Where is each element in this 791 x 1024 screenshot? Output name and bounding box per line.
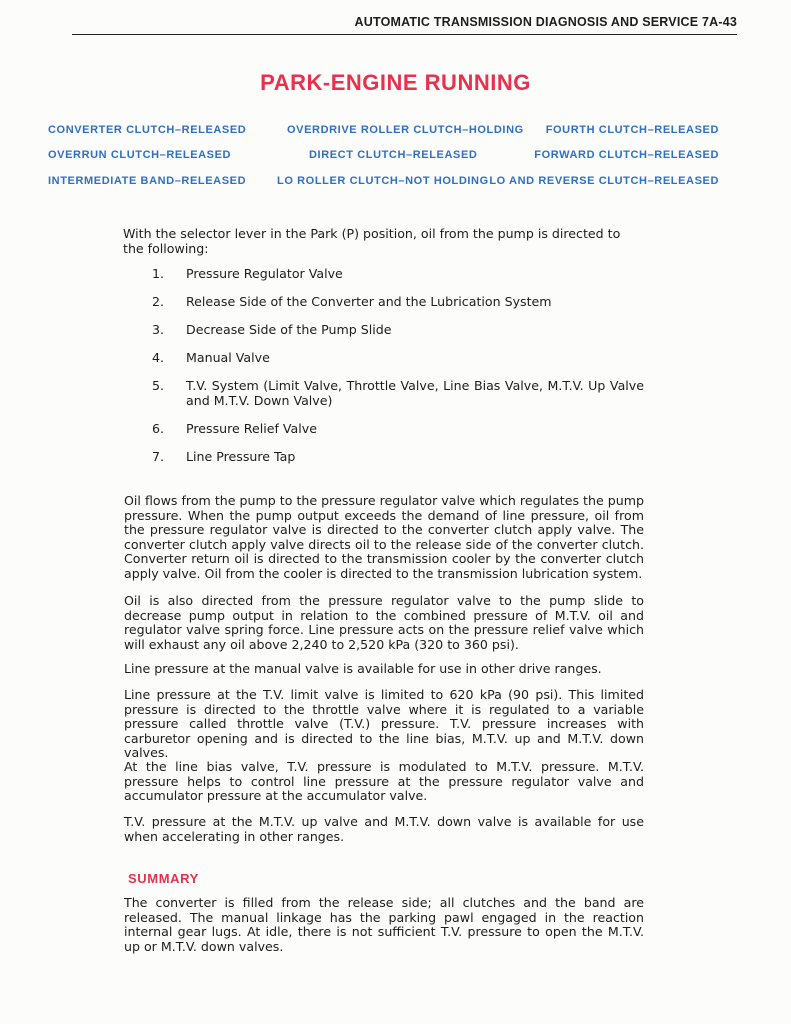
status-fourth-clutch: FOURTH CLUTCH–RELEASED [545,124,719,136]
status-direct-clutch: DIRECT CLUTCH–RELEASED [309,149,478,161]
list-text: T.V. System (Limit Valve, Throttle Valve, Line Bias Valve, M.T.V. Up Valve and M.T.V. Down Valve) [186,378,644,408]
paragraph-manual-valve: Line pressure at the manual valve is available for use in other drive ranges. [124,661,602,676]
paragraph-tv-limit: Line pressure at the T.V. limit valve is limited to 620 kPa (90 psi). This limited pressure is directed to the throttle valve where it is regulated to a variable pressure called throttle valve (T.V.) pressure. T.V. pressure increases with carburetor opening and is directed to the line bias, M.T.V. up and M.T.V. down valves. [124,687,644,760]
list-text: Pressure Relief Valve [186,421,317,436]
paragraph-mtv-up-down: T.V. pressure at the M.T.V. up valve and M.T.V. down valve is available for use when accelerating in other ranges. [124,814,644,844]
paragraph-line-bias: At the line bias valve, T.V. pressure is modulated to M.T.V. pressure. M.T.V. pressure helps to control line pressure at the pressure regulator valve and accumulator pressure at the accumulator valve. [124,759,644,803]
list-text: Manual Valve [186,350,270,365]
list-number: 2. [152,294,165,309]
status-intermediate-band: INTERMEDIATE BAND–RELEASED [48,175,247,187]
status-overrun-clutch: OVERRUN CLUTCH–RELEASED [48,149,232,161]
list-text: Line Pressure Tap [186,449,296,464]
paragraph-pump-slide: Oil is also directed from the pressure regulator valve to the pump slide to decrease pump output in relation to the combined pressure of M.T.V. oil and regulator valve spring force. Line pressure acts on the pressure relief valve which will exhaust any oil above 2,240 to 2,520 kPa (320 to 360 psi). [124,593,644,652]
list-number: 5. [152,378,165,393]
status-overdrive-roller-clutch: OVERDRIVE ROLLER CLUTCH–HOLDING [287,124,524,136]
paragraph-oil-flow: Oil flows from the pump to the pressure regulator valve which regulates the pump pressure. When the pump output exceeds the demand of line pressure, oil from the pressure regulator valve is directed to the converter clutch apply valve. The converter clutch apply valve directs oil to the release side of the converter clutch. Converter return oil is directed to the transmission cooler by the converter clutch apply valve. Oil from the cooler is directed to the transmission lubrication system. [124,493,644,581]
list-text: Decrease Side of the Pump Slide [186,322,392,337]
oil-destination-list [152,266,644,477]
summary-text: The converter is filled from the release side; all clutches and the band are released. The manual linkage has the parking pawl engaged in the reaction internal gear lugs. At idle, there is not sufficient T.V. pressure to open the M.T.V. up or M.T.V. down valves. [124,895,644,954]
list-item [152,350,644,365]
running-header: AUTOMATIC TRANSMISSION DIAGNOSIS AND SERVICE 7A-43 [72,12,737,35]
list-item [152,322,644,337]
summary-heading: SUMMARY [128,871,199,886]
list-number: 1. [152,266,165,281]
page-title: PARK-ENGINE RUNNING [260,70,531,95]
status-converter-clutch: CONVERTER CLUTCH–RELEASED [48,124,247,136]
list-number: 6. [152,421,165,436]
list-item [152,449,644,464]
list-item [152,421,644,436]
list-item [152,294,644,309]
status-forward-clutch: FORWARD CLUTCH–RELEASED [534,149,719,161]
list-item [152,378,644,408]
intro-text: With the selector lever in the Park (P) position, oil from the pump is directed to the following: [123,226,621,256]
list-number: 4. [152,350,165,365]
status-lo-reverse-clutch: LO AND REVERSE CLUTCH–RELEASED [489,175,719,187]
status-lo-roller-clutch: LO ROLLER CLUTCH–NOT HOLDING [277,175,489,187]
list-item [152,266,644,281]
list-number: 7. [152,449,165,464]
list-text: Release Side of the Converter and the Lubrication System [186,294,552,309]
list-text: Pressure Regulator Valve [186,266,343,281]
list-number: 3. [152,322,165,337]
